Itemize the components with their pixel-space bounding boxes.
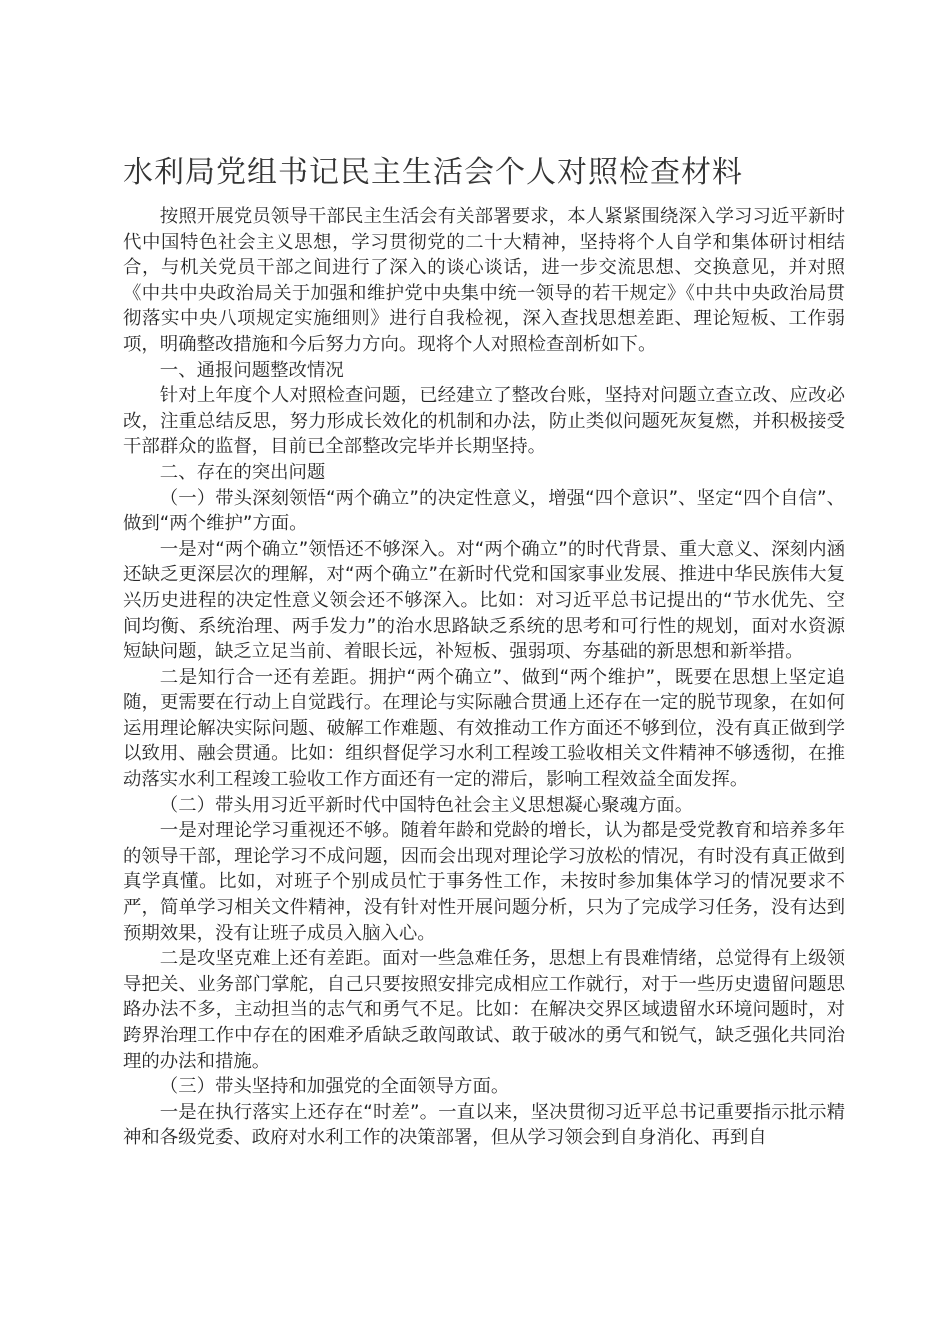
issue-paragraph-2-2: 二是攻坚克难上还有差距。面对一些急难任务，思想上有畏难情绪，总觉得有上级领导把关、业务部门掌舵，自己只要按照安排完成相应工作就行，对于一些历史遗留问题思路办法不多，主动担当的志气和勇气不足。比如：在解决交界区域遗留水环境问题时，对跨界治理工作中存在的困难矛盾缺乏敢闯敢试、敢于破冰的勇气和锐气，缺乏强化共同治理的办法和措施。	[123, 948, 845, 1072]
document-title: 水利局党组书记民主生活会个人对照检查材料	[123, 155, 743, 190]
subsection-heading-3: （三）带头坚持和加强党的全面领导方面。	[159, 1076, 510, 1098]
section-heading-2: 二、存在的突出问题	[159, 461, 326, 483]
issue-paragraph-2-1: 一是对理论学习重视还不够。随着年龄和党龄的增长，认为都是受党教育和培养多年的领导干部，理论学习不成问题，因而会出现对理论学习放松的情况，有时没有真正做到真学真懂。比如，对班子个别成员忙于事务性工作，未按时参加集体学习的情况要求不严，简单学习相关文件精神，没有针对性开展问题分析，只为了完成学习任务，没有达到预期效果，没有让班子成员入脑入心。	[123, 820, 845, 944]
issue-paragraph-1-1: 一是对“两个确立”领悟还不够深入。对“两个确立”的时代背景、重大意义、深刻内涵还缺乏更深层次的理解，对“两个确立”在新时代党和国家事业发展、推进中华民族伟大复兴历史进程的决定性意义领会还不够深入。比如：对习近平总书记提出的“节水优先、空间均衡、系统治理、两手发力”的治水思路缺乏系统的思考和可行性的规划，面对水资源短缺问题，缺乏立足当前、着眼长远，补短板、强弱项、夯基础的新思想和新举措。	[123, 538, 845, 663]
subsection-heading-1: （一）带头深刻领悟“两个确立”的决定性意义，增强“四个意识”、坚定“四个自信”、做到“两个维护”方面。	[123, 487, 845, 535]
subsection-heading-2: （二）带头用习近平新时代中国特色社会主义思想凝心聚魂方面。	[159, 794, 694, 816]
rectification-paragraph: 针对上年度个人对照检查问题，已经建立了整改台账，坚持对问题立查立改、应改必改，注重总结反思，努力形成长效化的机制和办法，防止类似问题死灰复燃，并积极接受干部群众的监督，目前已全部整改完毕并长期坚持。	[123, 385, 845, 458]
intro-paragraph: 按照开展党员领导干部民主生活会有关部署要求，本人紧紧围绕深入学习习近平新时代中国特色社会主义思想，学习贯彻党的二十大精神，坚持将个人自学和集体研讨相结合，与机关党员干部之间进行了深入的谈心谈话，进一步交流思想、交换意见，并对照《中共中央政治局关于加强和维护党中央集中统一领导的若干规定》《中共中央政治局贯彻落实中央八项规定实施细则》进行自我检视，深入查找思想差距、理论短板、工作弱项，明确整改措施和今后努力方向。现将个人对照检查剖析如下。	[123, 206, 845, 355]
issue-paragraph-3-1: 一是在执行落实上还存在“时差”。一直以来，坚决贯彻习近平总书记重要指示批示精神和各级党委、政府对水利工作的决策部署，但从学习领会到自身消化、再到自	[123, 1101, 845, 1149]
issue-paragraph-1-2: 二是知行合一还有差距。拥护“两个确立”、做到“两个维护”，既要在思想上坚定追随，更需要在行动上自觉践行。在理论与实际融合贯通上还存在一定的脱节现象，在如何运用理论解决实际问题、破解工作难题、有效推动工作方面还不够到位，没有真正做到学以致用、融会贯通。比如：组织督促学习水利工程竣工验收相关文件精神不够透彻，在推动落实水利工程竣工验收工作方面还有一定的滞后，影响工程效益全面发挥。	[123, 666, 845, 791]
section-heading-1: 一、通报问题整改情况	[159, 359, 344, 381]
document-body	[123, 204, 845, 1151]
